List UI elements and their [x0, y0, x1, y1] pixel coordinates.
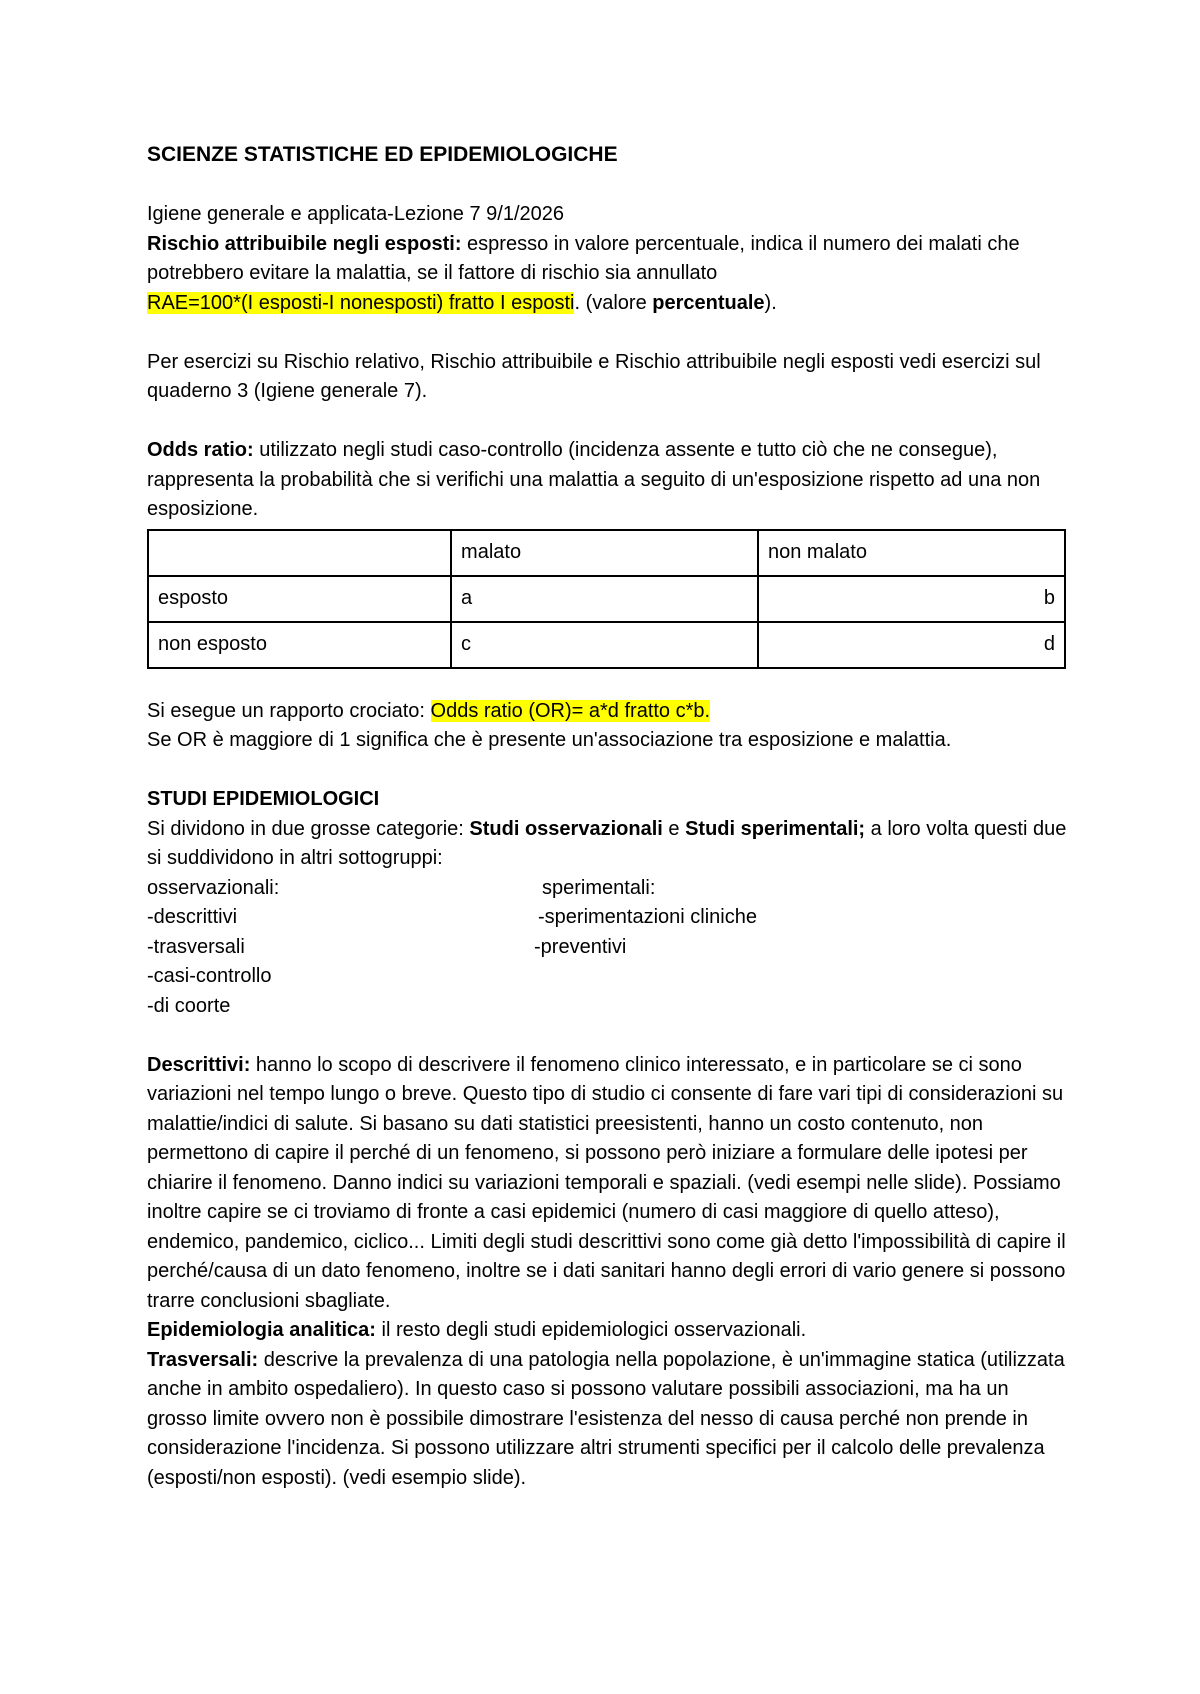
descrittivi-term: Descrittivi: — [147, 1053, 251, 1076]
experimental-list — [534, 874, 942, 1022]
table-row — [148, 576, 1065, 622]
descrittivi-paragraph: Descrittivi: hanno lo scopo di descrivere il fenomeno clinico interessato, e in particolare se ci sono variazioni nel tempo lungo o breve. Questo tipo di studio ci consente di fare vari tipi di considerazioni su malattie/indici di salute. Si basano su dati statistici preesistenti, hanno un costo contenuto, non permettono di capire il perché di un fenomeno, si possono però iniziare a formulare delle ipotesi per chiarire il fenomeno. Danno indici su variazioni temporali e spaziali. (vedi esempi nelle slide). Possiamo inoltre capire se ci troviamo di fronte a casi epidemici (numero di casi maggiore di quello atteso), endemico, pandemico, ciclico... Limiti degli studi descrittivi sono come già detto l'impossibilità di capire il perché/causa di un dato fenomeno, inoltre se i dati sanitari hanno degli errori di vario genere si possono trarre conclusioni sbagliate. — [147, 1053, 1066, 1312]
odds-paragraph — [147, 436, 1067, 525]
table-cell — [148, 530, 451, 576]
table-cell: c — [451, 622, 758, 668]
table-row — [148, 622, 1065, 668]
analitica-term: Epidemiologia analitica: — [147, 1319, 376, 1341]
table-cell: esposto — [148, 576, 451, 622]
studi-heading: STUDI EPIDEMIOLOGICI — [147, 788, 380, 810]
list-item: -trasversali — [147, 935, 245, 958]
list-item: -di coorte — [147, 994, 231, 1017]
list-item: -casi-controllo — [147, 965, 272, 987]
table-cell: a — [451, 576, 758, 622]
table-cell: non esposto — [148, 622, 451, 668]
rae-formula-line: RAE=100*(I esposti-I nonesposti) fratto I esposti. (valore percentuale). — [147, 291, 777, 314]
document-page — [147, 140, 1067, 1493]
list-item: sperimentali: — [542, 876, 656, 899]
exercises-paragraph: Per esercizi su Rischio relativo, Rischio attribuibile e Rischio attribuibile negli esposti vedi esercizi sul quaderno 3 (Igiene generale 7). — [147, 350, 1041, 402]
analitica-paragraph: Epidemiologia analitica: il resto degli studi epidemiologici osservazionali. — [147, 1319, 807, 1341]
study-types-columns — [147, 874, 1067, 1022]
rae-formula: RAE=100*(I esposti-I nonesposti) fratto I esposti — [147, 291, 575, 314]
trasversali-paragraph: Trasversali: descrive la prevalenza di una patologia nella popolazione, è un'immagine statica (utilizzata anche in ambito ospedaliero). In questo caso si possono valutare possibili associazioni, ma ha un grosso limite ovvero non è possibile dimostrare l'esistenza del nesso di causa perché non prende in considerazione l'incidenza. Si possono utilizzare altri strumenti specifici per il calcolo delle prevalenza (esposti/non esposti). (vedi esempio slide). — [147, 1348, 1065, 1489]
lesson-line: Igiene generale e applicata-Lezione 7 9/1/2026 — [147, 203, 564, 225]
table-cell: malato — [451, 530, 758, 576]
odds-desc: utilizzato negli studi caso-controllo (incidenza assente e tutto ciò che ne consegue), rappresenta la probabilità che si verifichi una malattia a seguito di un'esposizione rispetto ad una non esposizione. — [147, 439, 1041, 520]
odds-formula: Odds ratio (OR)= a*d fratto c*b. — [430, 699, 711, 722]
odds-term: Odds ratio: — [147, 439, 254, 461]
table-cell: non malato — [758, 530, 1065, 576]
odds-ratio-table — [147, 529, 1066, 669]
document-title: SCIENZE STATISTICHE ED EPIDEMIOLOGICHE — [147, 143, 618, 166]
observational-list — [147, 874, 542, 1022]
studi-intro: Si dividono in due grosse categorie: Studi osservazionali e Studi sperimentali; a loro volta questi due si suddividono in altri sottogruppi: — [147, 817, 1067, 869]
rae-paragraph — [147, 230, 1067, 289]
list-item: -preventivi — [534, 935, 627, 958]
list-item: -descrittivi — [147, 906, 238, 928]
trasversali-term: Trasversali: — [147, 1348, 259, 1371]
table-cell: b — [758, 576, 1065, 622]
cross-ratio-line: Si esegue un rapporto crociato: Odds ratio (OR)= a*d fratto c*b. — [147, 699, 711, 722]
cross-ratio-explanation: Se OR è maggiore di 1 significa che è presente un'associazione tra esposizione e malattia. — [147, 729, 952, 751]
list-item: -sperimentazioni cliniche — [538, 906, 757, 928]
table-header-row — [148, 530, 1065, 576]
rae-desc: espresso in valore percentuale, indica il numero dei malati che potrebbero evitare la malattia, se il fattore di rischio sia annullato — [147, 232, 1020, 284]
list-item: osservazionali: — [147, 876, 280, 899]
rae-term: Rischio attribuibile negli esposti: — [147, 232, 462, 255]
table-cell: d — [758, 622, 1065, 668]
